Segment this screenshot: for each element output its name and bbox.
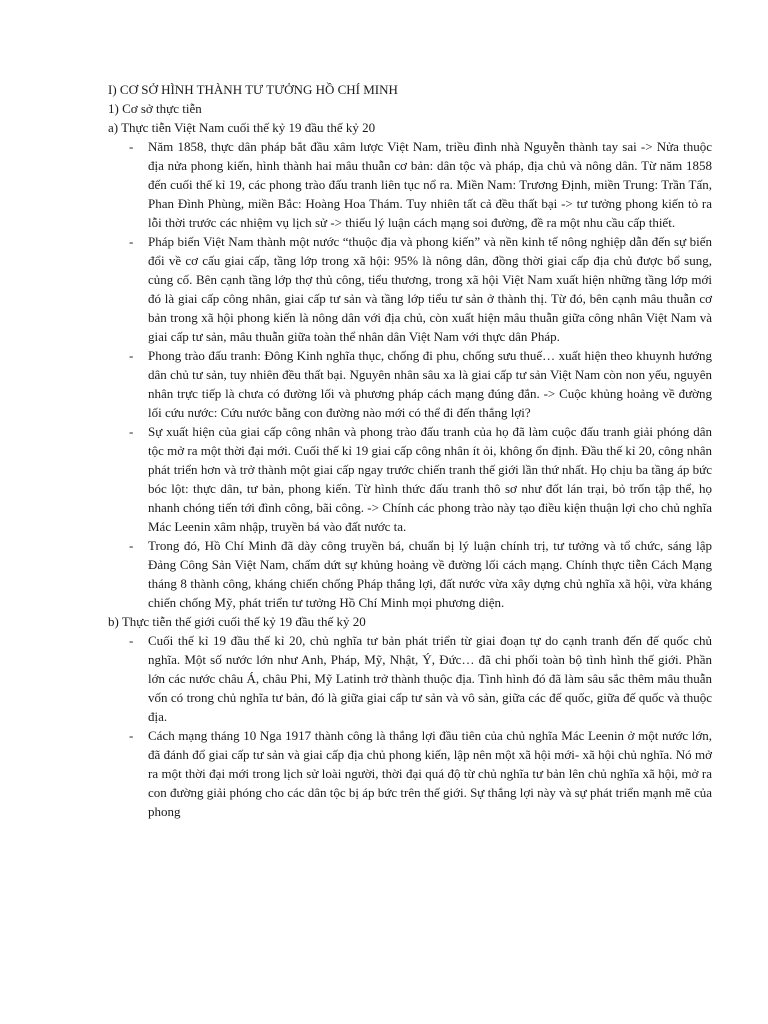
list-item: - Trong đó, Hồ Chí Minh đã dày công truyền bá, chuẩn bị lý luận chính trị, tư tưởng và tổ chức, sáng lập Đảng Công Sản Việt Nam, chấm dứt sự khủng hoảng về đường lối cách mạng. Chính thực tiễn Cách Mạng tháng 8 thành công, kháng chiến chống Pháp thắng lợi, đất nước vừa xây dựng chủ nghĩa xã hội, vừa kháng chiến chống Mỹ, phát triển tư tưởng Hồ Chí Minh mọi phương diện. (108, 536, 712, 612)
list-item: - Cuối thế kỉ 19 đầu thế kỉ 20, chủ nghĩa tư bản phát triển từ giai đoạn tự do cạnh tranh đến đế quốc chủ nghĩa. Một số nước lớn như Anh, Pháp, Mỹ, Nhật, Ý, Đức… đã chi phối toàn bộ tình hình thế giới. Phần lớn các nước châu Á, châu Phi, Mỹ Latinh trở thành thuộc địa. Tình hình đó đã làm sâu sắc thêm mâu thuẫn vốn có trong chủ nghĩa tư bản, đó là giữa giai cấp tư sản và vô sản, giữa các đế quốc, giữa đế quốc và thuộc địa. (108, 631, 712, 726)
subsection-b-list (108, 631, 712, 821)
list-item: - Cách mạng tháng 10 Nga 1917 thành công là thắng lợi đầu tiên của chủ nghĩa Mác Leenin ở một nước lớn, đã đánh đổ giai cấp tư sản và giai cấp địa chủ phong kiến, lập nên một xã hội mới- xã hội chủ nghĩa. Nó mở ra một thời đại mới trong lịch sử loài người, thời đại quá độ từ chủ nghĩa tư bản lên chủ nghĩa xã hội, mở ra con đường giải phóng cho các dân tộc bị áp bức trên thế giới. Sự thắng lợi này và sự phát triển mạnh mẽ của phong (108, 726, 712, 821)
list-item: - Sự xuất hiện của giai cấp công nhân và phong trào đấu tranh của họ đã làm cuộc đấu tranh giải phóng dân tộc mở ra một thời đại mới. Cuối thế kỉ 19 giai cấp công nhân ít ỏi, không ổn định. Đầu thế kỉ 20, công nhân phát triển hơn và trở thành một giai cấp ngay trước chiến tranh thế giới lần thứ nhất. Họ chịu ba tầng áp bức bóc lột: thực dân, tư bản, phong kiến. Từ hình thức đấu tranh thô sơ như đốt lán trại, bỏ trốn tập thể, họ nhanh chóng tiến tới đình công, bãi công. -> Chính các phong trào này tạo điều kiện thuận lợi cho chủ nghĩa Mác Leenin xâm nhập, truyền bá vào đất nước ta. (108, 422, 712, 536)
list-item: - Pháp biến Việt Nam thành một nước “thuộc địa và phong kiến” và nền kinh tế nông nghiệp dẫn đến sự biến đổi về cơ cấu giai cấp, tầng lớp trong xã hội: 95% là nông dân, đồng thời giai cấp địa chủ được bổ sung, củng cố. Bên cạnh tầng lớp thợ thủ công, tiểu thương, trong xã hội Việt Nam xuất hiện những tầng lớp mới đó là giai cấp công nhân, giai cấp tư sản và tầng lớp tiểu tư sản ở thành thị. Từ đó, bên cạnh mâu thuẫn cơ bản trong xã hội phong kiến là nông dân với địa chủ, còn xuất hiện mâu thuẫn giữa công nhân Việt Nam và giai cấp tư sản, mâu thuẫn giữa toàn thể nhân dân Việt Nam với thực dân Pháp. (108, 232, 712, 346)
list-item: - Năm 1858, thực dân pháp bắt đầu xâm lược Việt Nam, triều đình nhà Nguyễn thành tay sai -> Nửa thuộc địa nửa phong kiến, hình thành hai mâu thuẫn cơ bản: dân tộc và pháp, địa chủ và nông dân. Từ năm 1858 đến cuối thế kỉ 19, các phong trào đấu tranh liên tục nổ ra. Miền Nam: Trương Định, miền Trung: Trần Tấn, Phan Đình Phùng, miền Bắc: Hoàng Hoa Thám. Tuy nhiên tất cả đều thất bại -> tư tưởng phong kiến tỏ ra lỗi thời trước các nhiệm vụ lịch sử -> thiếu lý luận cách mạng soi đường, đề ra một nhu cầu cấp thiết. (108, 137, 712, 232)
section-heading: 1) Cơ sở thực tiễn (108, 101, 202, 116)
subsection-a-list (108, 137, 712, 612)
subsection-b-title: b) Thực tiễn thế giới cuối thế kỷ 19 đầu thế kỷ 20 (108, 614, 366, 629)
subsection-a-title: a) Thực tiễn Việt Nam cuối thế kỷ 19 đầu thế kỷ 20 (108, 120, 376, 135)
list-item: - Phong trào đấu tranh: Đông Kinh nghĩa thục, chống đi phu, chống sưu thuế… xuất hiện theo khuynh hướng dân chủ tư sản, tuy nhiên đều thất bại. Nguyên nhân sâu xa là giai cấp tư sản Việt Nam còn non yếu, nguyên nhân trực tiếp là chưa có đường lối và phương pháp cách mạng đúng đắn. -> Cuộc khủng hoảng về đường lối cứu nước: Cứu nước bằng con đường nào mới có thể đi đến thắng lợi? (108, 346, 712, 422)
main-heading: I) CƠ SỞ HÌNH THÀNH TƯ TƯỞNG HỒ CHÍ MINH (108, 82, 398, 97)
document-body (108, 80, 712, 821)
